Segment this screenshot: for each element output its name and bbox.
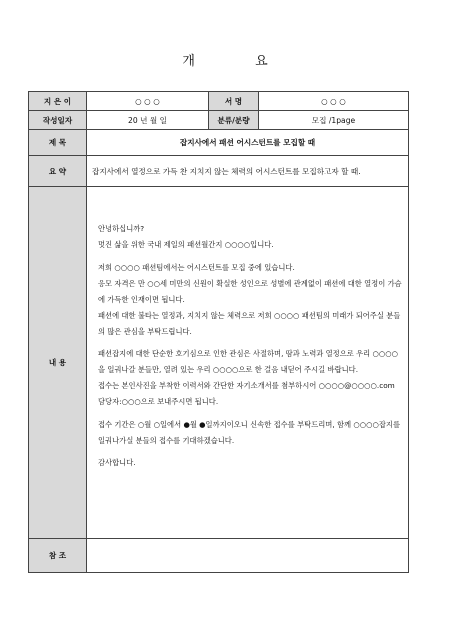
content-paragraph: 접수 기간은 ○월 ○일에서 ●월 ●일까지이오니 신속한 접수를 부탁드리며, 함께 ○○○○잡지를 일궈나가실 분들의 접수를 기대하겠습니다. [98, 419, 401, 445]
category-label: 분류/분량 [209, 111, 259, 130]
author-label: 지 은 이 [29, 92, 87, 111]
subject-label: 제 목 [29, 130, 87, 156]
sign-value: ○ ○ ○ [259, 92, 409, 111]
date-label: 작성일자 [29, 111, 87, 130]
overview-form [28, 91, 409, 573]
content-paragraph: 패션잡지에 대한 단순한 호기심으로 인한 관심은 사절하며, 땀과 노력과 열정으로 우리 ○○○○을 일궈나갈 분들만, 열려 있는 우리 ○○○○으로 한 걸음 내딛어 주시길 바랍니다. 접수는 본인사진을 부착한 이력서와 간단한 자기소개서를 첨부하시어 ○○○○@○○○○.com 담당자:○○○으로 보내주시면 됩니다. [98, 349, 399, 406]
author-value: ○ ○ ○ [87, 92, 209, 111]
page-title: 개 요 [182, 54, 296, 69]
summary-label: 요 약 [29, 156, 87, 187]
subject-value: 잡지사에서 패션 어시스턴트를 모집할 때 [87, 130, 409, 156]
reference-label: 참 조 [29, 539, 87, 573]
date-value: 20 년 월 일 [87, 111, 209, 130]
sign-label: 서 명 [209, 92, 259, 111]
content-body [87, 187, 409, 539]
summary-value: 잡지사에서 열정으로 가득 찬 지치지 않는 체력의 어시스턴트를 모집하고자 할 때. [87, 156, 409, 187]
content-paragraph: 저희 ○○○○ 패션팀에서는 어시스턴트를 모집 중에 있습니다. 응모 자격은 만 ○○세 미만의 신원이 확실한 성인으로 성별에 관계없이 패션에 대한 열정이 가슴에 가득한 인재이면 됩니다. 패션에 대한 불타는 열정과, 지치지 않는 체력으로 저희 ○○○○ 패션팀의 미래가 되어주실 분들의 많은 관심을 부탁드립니다. [98, 262, 402, 336]
category-value: 모집 /1page [259, 111, 409, 130]
content-paragraph: 안녕하십니까? 멋진 삶을 위한 국내 제일의 패션월간지 ○○○○입니다. [98, 224, 274, 249]
content-label: 내 용 [29, 187, 87, 539]
content-paragraph: 감사합니다. [98, 458, 136, 467]
reference-value [87, 539, 409, 573]
